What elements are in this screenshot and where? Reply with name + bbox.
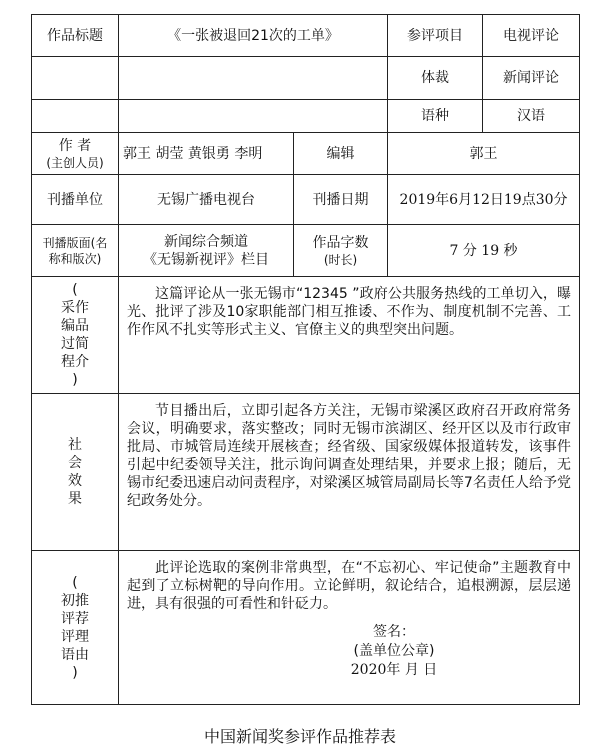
publisher-value: 无锡广播电视台 bbox=[119, 175, 294, 225]
author-label-line1: 作 者 bbox=[58, 137, 92, 154]
process-content bbox=[119, 277, 580, 394]
recommendation-label-line: 语由 bbox=[61, 646, 89, 663]
effect-label-line: 果 bbox=[68, 491, 82, 507]
author-value: 郭王 胡莹 黄银勇 李明 bbox=[119, 133, 294, 175]
effect-label-line: 效 bbox=[68, 473, 82, 489]
process-label-line: 编品 bbox=[61, 318, 89, 334]
author-label bbox=[32, 133, 119, 175]
length-label-line2: (时长) bbox=[323, 252, 358, 267]
recommendation-text: 此评论选取的案例非常典型，在“不忘初心、牢记使命”主题教育中起到了立标树靶的导向作用。立论鲜明，叙论结合，追根溯源，层层递进，具有很强的可看性和针砭力。 bbox=[127, 560, 572, 612]
date-value: 2019年6月12日19点30分 bbox=[388, 175, 580, 225]
category-value: 电视评论 bbox=[483, 15, 580, 57]
genre-value: 新闻评论 bbox=[483, 57, 580, 100]
process-label-line: ) bbox=[72, 372, 78, 388]
editor-value: 郭王 bbox=[388, 133, 580, 175]
process-label bbox=[32, 277, 119, 394]
section-value-line2: 《无锡新视评》栏目 bbox=[143, 251, 269, 268]
recommendation-label-line: 评理 bbox=[61, 628, 89, 645]
process-label-line: 采作 bbox=[61, 300, 89, 316]
signature-block bbox=[217, 623, 571, 680]
recommendation-label-line: 初推 bbox=[61, 592, 89, 609]
process-label-line: 过简 bbox=[61, 336, 89, 352]
genre-label: 体裁 bbox=[388, 57, 483, 100]
author-label-line2: (主创人员) bbox=[46, 155, 104, 170]
signature-date: 2020年 月 日 bbox=[350, 662, 438, 678]
language-value: 汉语 bbox=[483, 100, 580, 133]
effect-label bbox=[32, 394, 119, 551]
process-text: 这篇评论从一张无锡市“12345 ”政府公共服务热线的工单切入，曝光、批评了涉及10家职能部门相互推诿、不作为、制度机制不完善、工作作风不扎实等形式主义、官僚主义的典型突出问题。 bbox=[127, 286, 572, 338]
effect-label-line: 会 bbox=[68, 455, 82, 471]
title-label: 作品标题 bbox=[32, 15, 119, 57]
recommendation-label bbox=[32, 551, 119, 705]
recommendation-label-line: 评荐 bbox=[61, 610, 89, 627]
date-label: 刊播日期 bbox=[294, 175, 388, 225]
process-label-line: ( bbox=[72, 282, 78, 298]
section-value bbox=[119, 225, 294, 277]
title-extra-value bbox=[119, 57, 388, 100]
seal-label: (盖单位公章) bbox=[353, 643, 435, 659]
effect-content bbox=[119, 394, 580, 551]
recommendation-label-line: ( bbox=[72, 574, 78, 591]
category-label: 参评项目 bbox=[388, 15, 483, 57]
effect-text: 节目播出后，立即引起各方关注，无锡市梁溪区政府召开政府常务会议，明确要求，落实整改；同时无锡市滨湖区、经开区以及市行政审批局、市城管局连续开展核查；经省级、国家级媒体报道转发，该事件引起中纪委领导关注，批示询问调查处理结果，并要求上报；随后，无锡市纪委迅速启动问责程序，对梁溪区城管局副局长等7名责任人给予党纪政务处分。 bbox=[127, 403, 572, 509]
title-extra-cell bbox=[32, 57, 119, 100]
length-label bbox=[294, 225, 388, 277]
language-label: 语种 bbox=[388, 100, 483, 133]
length-label-line1: 作品字数 bbox=[312, 234, 369, 251]
form-caption: 中国新闻奖参评作品推荐表 bbox=[203, 727, 396, 746]
signature-label: 签名： bbox=[373, 624, 416, 640]
language-empty-cell bbox=[32, 100, 119, 133]
language-empty-value bbox=[119, 100, 388, 133]
publisher-label: 刊播单位 bbox=[32, 175, 119, 225]
section-label bbox=[32, 225, 119, 277]
recommendation-form-table bbox=[31, 14, 580, 705]
recommendation-content bbox=[119, 551, 580, 705]
section-label-line1: 刊播版面(名 bbox=[42, 235, 108, 250]
title-value: 《一张被退回21次的工单》 bbox=[119, 15, 388, 57]
section-label-line2: 称和版次) bbox=[48, 251, 102, 266]
process-label-line: 程介 bbox=[61, 354, 89, 370]
section-value-line1: 新闻综合频道 bbox=[164, 233, 248, 250]
recommendation-label-line: ) bbox=[72, 664, 78, 681]
effect-label-line: 社 bbox=[68, 437, 82, 453]
length-value: 7 分 19 秒 bbox=[388, 225, 580, 277]
editor-label: 编辑 bbox=[294, 133, 388, 175]
